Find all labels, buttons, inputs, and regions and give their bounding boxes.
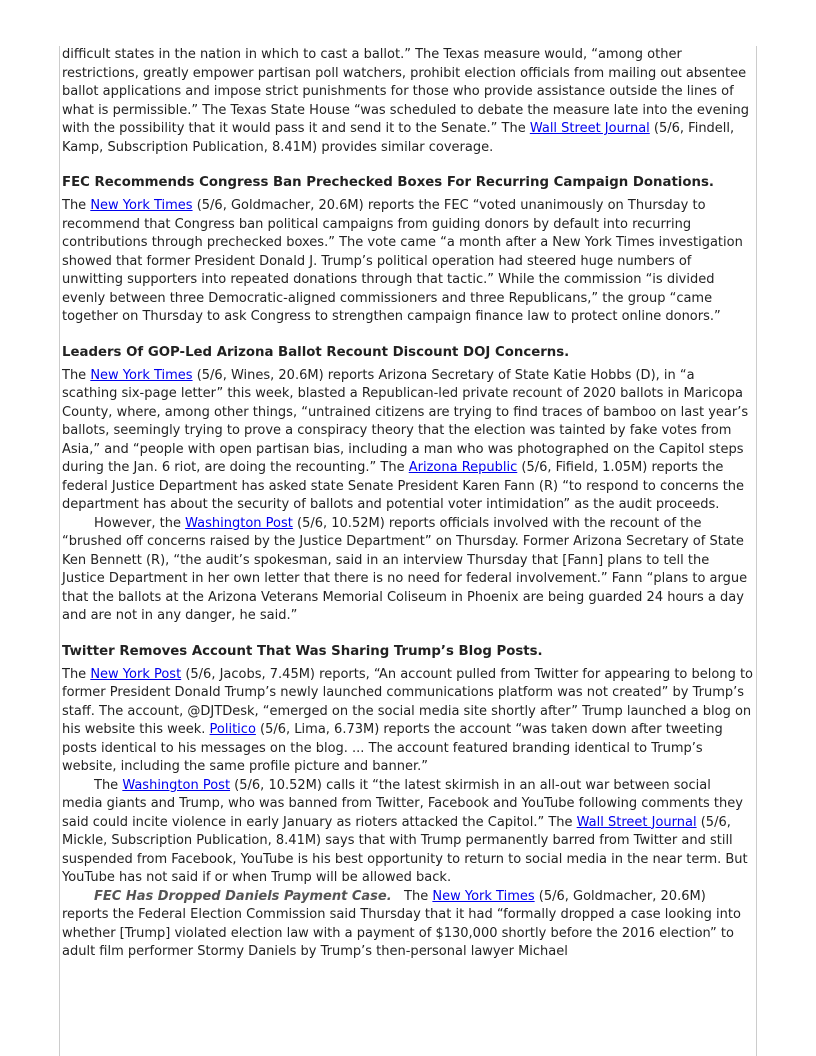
twitter-headline: Twitter Removes Account That Was Sharing Trump’s Blog Posts.	[62, 643, 543, 659]
fec-paragraph: The New York Times (5/6, Goldmacher, 20.6M) reports the FEC “voted unanimously on Thursday to recommend that Congress ban political campaigns from guiding donors by default into recurring contributions through prechecked boxes.” The vote came “a month after a New York Times investigation showed that former President Donald J. Trump’s political operation had steered huge numbers of unwitting supporters into repeated donations through that tactic.” While the commission “is divided evenly between three Democratic-aligned commissioners and three Republicans,” the group “came together on Thursday to ask Congress to strengthen campaign finance law to protect online donors.”	[62, 198, 743, 324]
arizona-paragraph-2: However, the Washington Post (5/6, 10.52M) reports officials involved with the recount of the “brushed off concerns raised by the Justice Department” on Thursday. Former Arizona Secretary of State Ken Bennett (R), “the audit’s spokesman, said in an interview Thursday that [Fann] plans to tell the Justice Department in her own letter that there is no need for federal involvement.” Fann “plans to argue that the ballots at the Arizona Veterans Memorial Coliseum in Phoenix are being guarded 24 hours a day and are not in any danger, he said.”	[62, 515, 748, 623]
fec-headline: FEC Recommends Congress Ban Prechecked Boxes For Recurring Campaign Donations.	[62, 175, 714, 190]
right-margin-rule	[756, 46, 757, 1056]
politico-link[interactable]: Politico	[209, 722, 256, 737]
twitter-paragraph-3: FEC Has Dropped Daniels Payment Case. The New York Times (5/6, Goldmacher, 20.6M) reports the Federal Election Commission said Thursday that it had “formally dropped a case looking into whether [Trump] violated election law with a payment of $130,000 shortly before the 2016 election” to adult film performer Stormy Daniels by Trump’s then-personal lawyer Michael	[62, 888, 741, 959]
twitter-paragraph-2: The Washington Post (5/6, 10.52M) calls it “the latest skirmish in an all-out war between social media giants and Trump, who was banned from Twitter, Facebook and YouTube following comments they said could incite violence in early January as rioters attacked the Capitol.” The Wall Street Journal (5/6, Mickle, Subscription Publication, 8.41M) says that with Trump permanently barred from Twitter and still suspended from Facebook, YouTube is his best opportunity to return to social media in the near term. But YouTube has not said if or when Trump will be allowed back.	[62, 777, 748, 885]
new-york-times-link[interactable]: New York Times	[432, 888, 535, 904]
wall-street-journal-link[interactable]: Wall Street Journal	[529, 121, 650, 136]
washington-post-link[interactable]: Washington Post	[122, 777, 231, 793]
twitter-paragraph-1: The New York Post (5/6, Jacobs, 7.45M) reports, “An account pulled from Twitter for appearing to belong to former President Donald Trump’s newly launched communications platform was not created” by Trump’s staff. The account, @DJTDesk, “emerged on the social media site shortly after” Trump launched a blog on his website this week. Politico (5/6, Lima, 6.73M) reports the account “was taken down after tweeting posts identical to his messages on the blog. ... The account featured branding identical to Trump’s website, including the same profile picture and banner.”	[62, 666, 754, 774]
new-york-times-link[interactable]: New York Times	[90, 367, 193, 383]
newsletter-body	[62, 46, 754, 962]
arizona-headline: Leaders Of GOP-Led Arizona Ballot Recount Discount DOJ Concerns.	[62, 344, 570, 360]
wall-street-journal-link[interactable]: Wall Street Journal	[576, 814, 697, 830]
daniels-subhead: FEC Has Dropped Daniels Payment Case.	[94, 888, 392, 904]
new-york-times-link[interactable]: New York Times	[90, 198, 193, 213]
washington-post-link[interactable]: Washington Post	[185, 515, 293, 531]
new-york-post-link[interactable]: New York Post	[90, 666, 182, 682]
arizona-republic-link[interactable]: Arizona Republic	[408, 460, 518, 475]
arizona-paragraph-1: The New York Times (5/6, Wines, 20.6M) reports Arizona Secretary of State Katie Hobbs (D), in “a scathing six-page letter” this week, blasted a Republican-led private recount of 2020 ballots in Maricopa County, where, among other things, “untrained citizens are trying to find traces of bamboo on last year’s ballots, seemingly trying to prove a conspiracy theory that the election was tainted by fake votes from Asia,” and “people with open partisan bias, including a man who was photographed on the Capitol steps during the Jan. 6 riot, are doing the recounting.” The Arizona Republic (5/6, Fifield, 1.05M) reports the federal Justice Department has asked state Senate President Karen Fann (R) “to respond to concerns the department has about the security of ballots and potential voter intimidation” as the audit proceeds.	[62, 367, 749, 512]
intro-paragraph: difficult states in the nation in which to cast a ballot.” The Texas measure would, “among other restrictions, greatly empower partisan poll watchers, prohibit election officials from mailing out absentee ballot applications and impose strict punishments for those who provide assistance outside the lines of what is permissible.” The Texas State House “was scheduled to debate the measure late into the evening with the possibility that it would pass it and send it to the Senate.” The Wall Street Journal (5/6, Findell, Kamp, Subscription Publication, 8.41M) provides similar coverage.	[62, 47, 749, 155]
left-margin-rule	[59, 46, 60, 1056]
